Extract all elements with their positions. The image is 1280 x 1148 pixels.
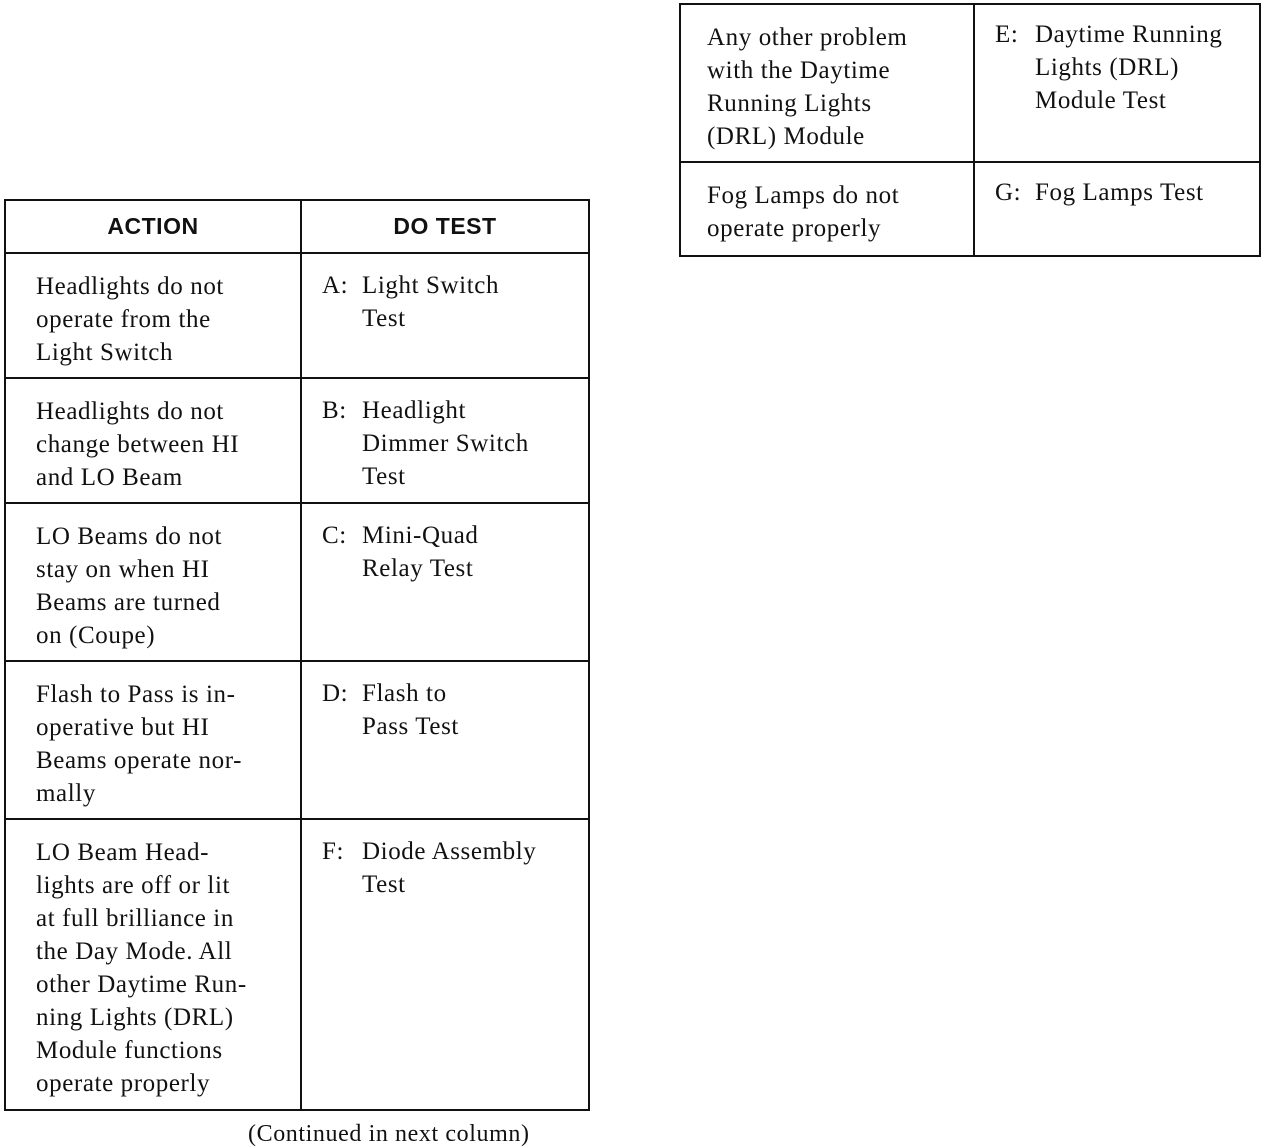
diagnosis-table-left <box>4 199 590 1111</box>
action-text: LO Beams do not stay on when HI Beams are turned on (Coupe) <box>36 523 223 649</box>
test-letter: G: <box>995 179 1022 206</box>
action-cell <box>5 378 301 503</box>
do-test-column-header: DO TEST <box>301 200 589 253</box>
test-cell <box>301 661 589 819</box>
test-label: Daytime Running Lights (DRL) Module Test <box>1035 21 1223 114</box>
test-letter: C: <box>322 522 347 549</box>
test-cell <box>301 378 589 503</box>
test-cell <box>301 253 589 378</box>
test-letter: E: <box>995 21 1019 48</box>
test-label: Light Switch Test <box>362 272 500 332</box>
test-label: Fog Lamps Test <box>1035 179 1204 206</box>
test-label: Mini-Quad Relay Test <box>362 522 479 582</box>
test-label: Headlight Dimmer Switch Test <box>362 397 529 490</box>
test-cell <box>974 4 1260 162</box>
test-cell <box>301 819 589 1110</box>
action-cell <box>680 162 974 256</box>
test-letter: A: <box>322 272 349 299</box>
test-label: Diode Assembly Test <box>362 838 537 898</box>
action-cell <box>5 503 301 661</box>
action-text: Any other problem with the Daytime Running Lights (DRL) Module <box>707 24 908 150</box>
table-row <box>5 253 589 378</box>
action-cell <box>5 819 301 1110</box>
action-text: Flash to Pass is in- operative but HI Beams operate nor- mally <box>36 681 243 807</box>
table-row <box>5 661 589 819</box>
action-text: Headlights do not change between HI and LO Beam <box>36 398 240 491</box>
table-row <box>5 378 589 503</box>
continued-note: (Continued in next column) <box>248 1121 530 1147</box>
diagnosis-table-right <box>679 3 1261 257</box>
test-letter: B: <box>322 397 347 424</box>
test-letter: D: <box>322 680 349 707</box>
test-cell <box>974 162 1260 256</box>
action-text: LO Beam Head- lights are off or lit at full brilliance in the Day Mode. All other Daytime Run- ning Lights (DRL) Module functions operate properly <box>36 839 247 1097</box>
action-cell <box>680 4 974 162</box>
table-row <box>5 819 589 1110</box>
action-column-header: ACTION <box>5 200 301 253</box>
test-cell <box>301 503 589 661</box>
action-text: Fog Lamps do not operate properly <box>707 182 900 242</box>
table-row <box>680 162 1260 256</box>
action-cell <box>5 253 301 378</box>
action-text: Headlights do not operate from the Light Switch <box>36 273 224 366</box>
table-row <box>5 503 589 661</box>
table-header-row <box>5 200 589 253</box>
test-letter: F: <box>322 838 345 865</box>
test-label: Flash to Pass Test <box>362 680 459 740</box>
table-row <box>680 4 1260 162</box>
action-cell <box>5 661 301 819</box>
